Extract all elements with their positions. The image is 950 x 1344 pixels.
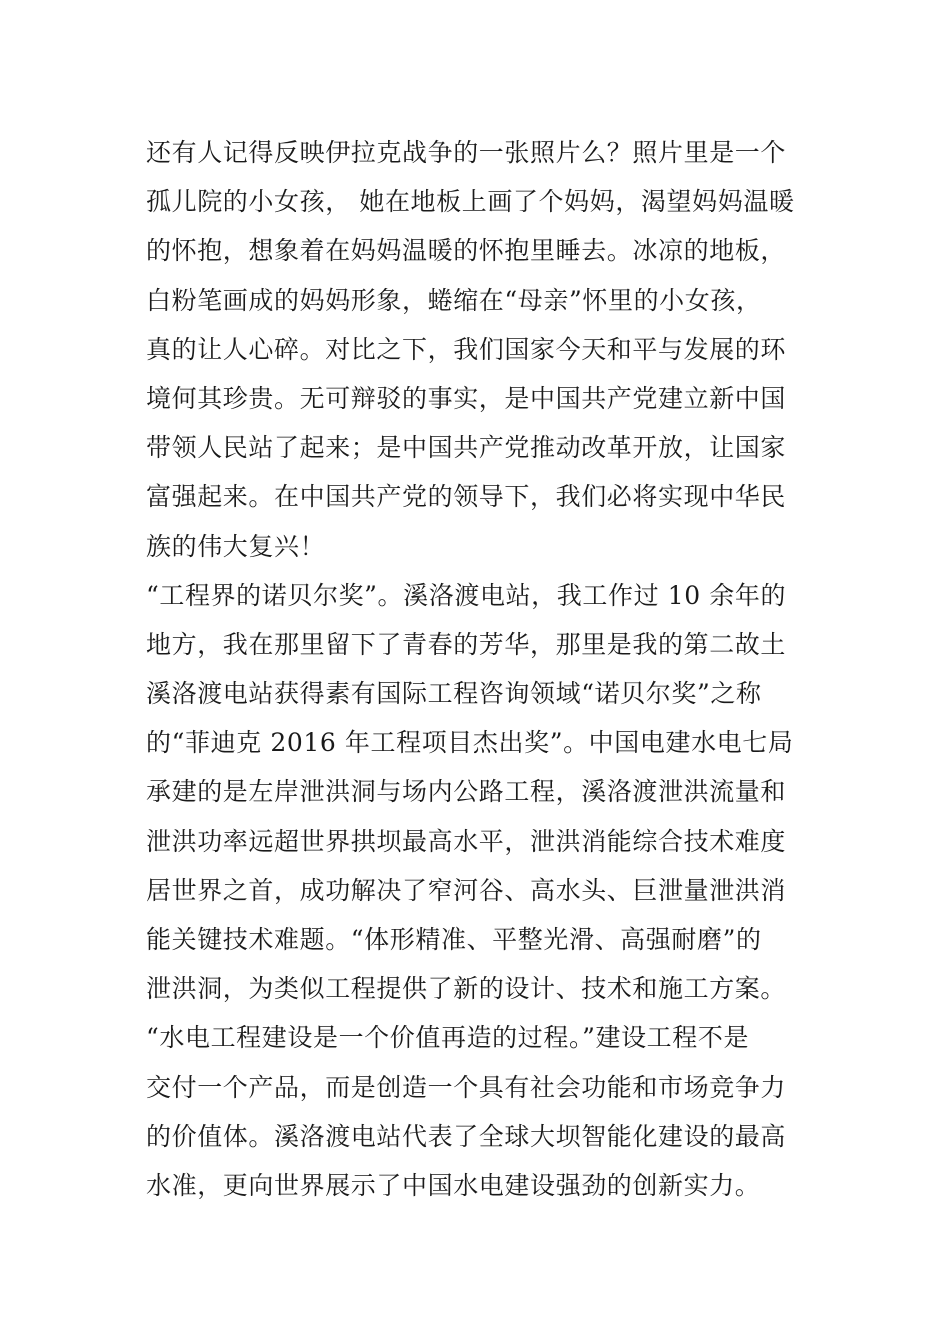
text-line: 境何其珍贵。无可辩驳的事实，是中国共产党建立新中国 — [146, 383, 787, 413]
text-line: 的“菲迪克 2016 年工程项目杰出奖”。中国电建水电七局 — [146, 728, 794, 758]
text-line: 水准，更向世界展示了中国水电建设强劲的创新实力。 — [146, 1170, 761, 1200]
text-line: “工程界的诺贝尔奖”。溪洛渡电站，我工作过 10 余年的 — [146, 580, 787, 610]
body-text — [146, 128, 810, 1210]
text-line: 居世界之首，成功解决了窄河谷、高水头、巨泄量泄洪消 — [146, 875, 787, 905]
text-line: 地方，我在那里留下了青春的芳华，那里是我的第二故土 — [146, 629, 787, 659]
text-line: 溪洛渡电站获得素有国际工程咨询领域“诺贝尔奖”之称 — [146, 679, 762, 709]
text-line: 还有人记得反映伊拉克战争的一张照片么？照片里是一个 — [146, 138, 787, 167]
text-line: 承建的是左岸泄洪洞与场内公路工程，溪洛渡泄洪流量和 — [146, 777, 787, 807]
text-line: 富强起来。在中国共产党的领导下，我们必将实现中华民 — [146, 482, 787, 512]
text-line: 带领人民站了起来；是中国共产党推动改革开放，让国家 — [146, 433, 787, 463]
text-line: 真的让人心碎。对比之下，我们国家今天和平与发展的环 — [146, 334, 787, 364]
text-line: 族的伟大复兴！ — [146, 531, 326, 561]
text-line: 孤儿院的小女孩， 她在地板上画了个妈妈，渴望妈妈温暖 — [146, 187, 795, 217]
text-line: 交付一个产品，而是创造一个具有社会功能和市场竞争力 — [146, 1072, 787, 1102]
text-line: 的价值体。溪洛渡电站代表了全球大坝智能化建设的最高 — [146, 1121, 787, 1151]
text-line: 泄洪功率远超世界拱坝最高水平，泄洪消能综合技术难度 — [146, 826, 787, 856]
text-line: 能关键技术难题。“体形精准、平整光滑、高强耐磨”的 — [146, 925, 762, 954]
text-line: “水电工程建设是一个价值再造的过程。”建设工程不是 — [146, 1023, 750, 1053]
text-line: 泄洪洞，为类似工程提供了新的设计、技术和施工方案。 — [146, 974, 787, 1004]
text-line: 白粉笔画成的妈妈形象，蜷缩在“母亲”怀里的小女孩， — [146, 285, 762, 315]
text-line: 的怀抱，想象着在妈妈温暖的怀抱里睡去。冰凉的地板， — [146, 236, 787, 266]
